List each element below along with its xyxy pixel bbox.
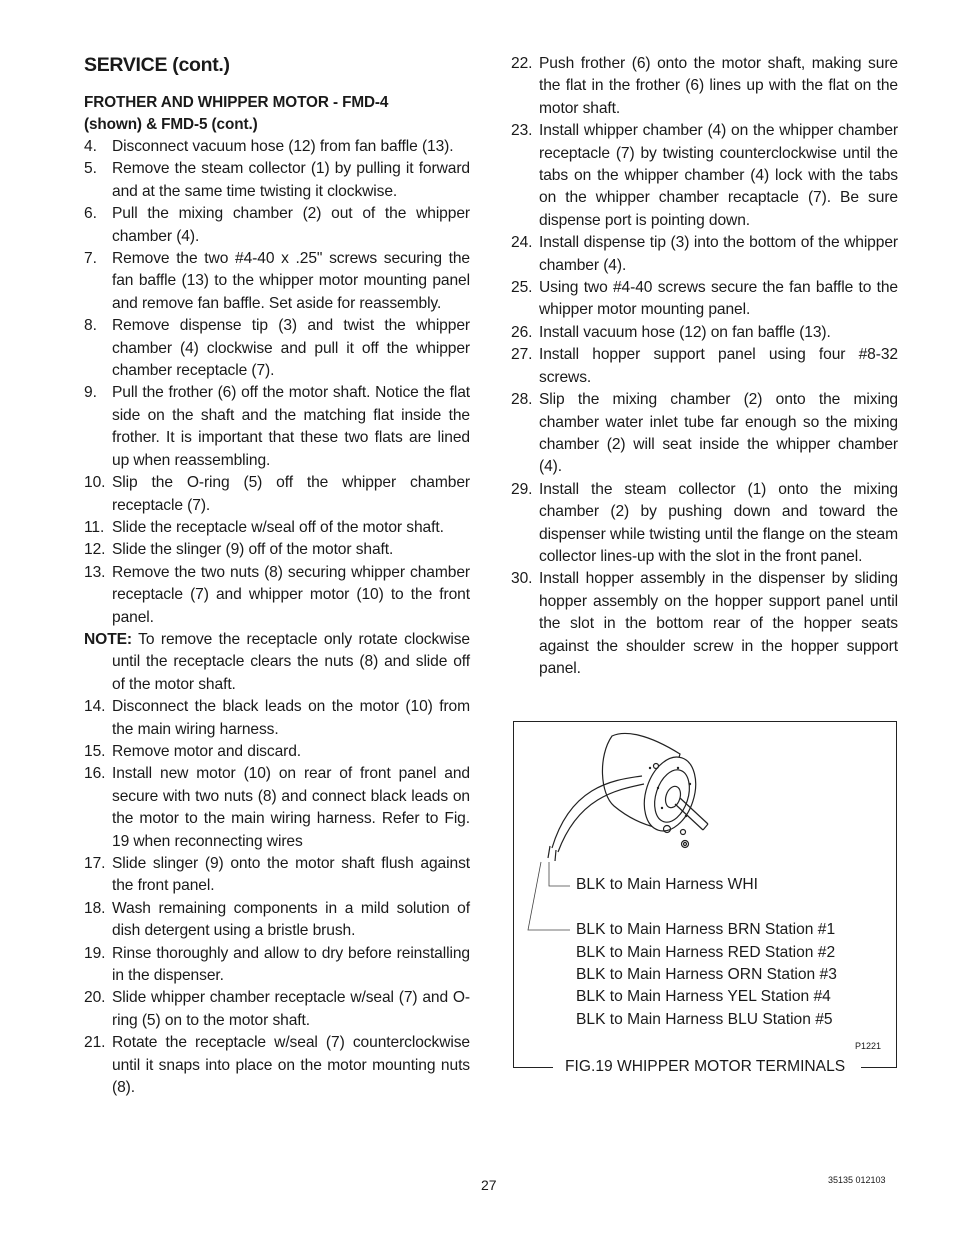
step-item (84, 741, 470, 763)
step-number: 10. (84, 474, 106, 492)
step-item (84, 763, 470, 853)
step-number: 19. (84, 944, 106, 962)
step-text: Wash remaining components in a mild solution of dish detergent using a bristle brush. (112, 899, 470, 940)
step-number: 28. (511, 391, 533, 409)
step-number: 16. (84, 765, 106, 783)
page-number: 27 (481, 1177, 497, 1193)
step-item (511, 344, 898, 389)
note (84, 629, 470, 696)
step-number: 24. (511, 234, 533, 252)
step-item (84, 315, 470, 382)
figure-code: P1221 (855, 1041, 882, 1051)
steps-list-left (84, 136, 470, 629)
step-text: Disconnect vacuum hose (12) from fan baffle (13). (112, 138, 454, 155)
step-text: Rinse thoroughly and allow to dry before reinstalling in the dispenser. (112, 944, 470, 985)
right-column (511, 53, 898, 680)
step-item (84, 853, 470, 898)
steps-list-left-continued (84, 696, 470, 1099)
step-text: Install hopper support panel using four #8-32 screws. (539, 346, 898, 386)
step-text: Remove the steam collector (1) by pulling it forward and at the same time twisting it clockwise. (112, 160, 470, 200)
step-number: 7. (84, 250, 97, 268)
step-number: 13. (84, 563, 106, 581)
step-item (84, 943, 470, 988)
steps-list-right (511, 53, 898, 680)
step-text: Slide whipper chamber receptacle w/seal (7) and O-ring (5) on to the motor shaft. (112, 989, 470, 1029)
step-number: 29. (511, 480, 533, 498)
step-number: 12. (84, 541, 106, 559)
step-text: Install whipper chamber (4) on the whipper chamber receptacle (7) by twisting counterclockwise until the tabs on the whipper chamber (4) lock with the tabs on the whipper chamber recaptacle (7). Be sure dispense port is pointing down. (539, 122, 898, 229)
step-text: Pull the mixing chamber (2) out of the whipper chamber (4). (112, 205, 470, 245)
step-item (511, 277, 898, 322)
step-item (84, 248, 470, 315)
step-text: Install new motor (10) on rear of front panel and secure with two nuts (8) and connect black leads on the motor to the main wiring harness. Refer to Fig. 19 when reconnecting wires (112, 765, 470, 850)
step-text: Remove motor and discard. (112, 742, 302, 760)
step-number: 17. (84, 855, 106, 872)
subsection-title-line2: (shown) & FMD-5 (cont.) (84, 116, 258, 133)
step-number: 5. (84, 160, 97, 178)
section-title: SERVICE (cont.) (84, 54, 230, 76)
step-item (511, 53, 898, 120)
step-number: 22. (511, 55, 533, 72)
step-number: 9. (84, 384, 97, 402)
step-item (84, 987, 470, 1032)
left-column (84, 52, 470, 1099)
step-item (84, 136, 470, 158)
document-code: 35135 012103 (828, 1175, 886, 1185)
step-number: 18. (84, 899, 106, 917)
step-item (511, 479, 898, 569)
figure-label-station-2: BLK to Main Harness RED Station #2 (576, 944, 836, 961)
step-number: 11. (84, 518, 105, 536)
figure-frame-bottom-right (861, 1067, 896, 1068)
step-text: Remove dispense tip (3) and twist the whipper chamber (4) clockwise and pull it off the whipper chamber receptacle (7). (112, 317, 470, 380)
step-text: Install the steam collector (1) onto the mixing chamber (2) by pushing down and toward the dispenser while twisting until the flange on the steam collector lines-up with the slot in the front panel. (539, 480, 898, 565)
leader-lines (520, 860, 580, 932)
figure-frame-bottom-left (513, 1067, 553, 1068)
figure-label-station-5: BLK to Main Harness BLU Station #5 (576, 1011, 833, 1028)
figure-label-whi: BLK to Main Harness WHI (576, 876, 758, 893)
step-item (84, 517, 470, 539)
step-text: Slide the slinger (9) off of the motor shaft. (112, 541, 394, 559)
step-number: 6. (84, 205, 97, 223)
step-item (84, 203, 470, 248)
step-item (511, 389, 898, 479)
step-item (84, 539, 470, 561)
figure-caption: FIG.19 WHIPPER MOTOR TERMINALS (563, 1056, 847, 1078)
step-text: Remove the two #4-40 x .25" screws securing the fan baffle (13) to the whipper motor mounting panel and remove fan baffle. Set aside for reassembly. (112, 250, 470, 312)
note-label: NOTE: (84, 630, 133, 648)
figure-label-station-4: BLK to Main Harness YEL Station #4 (576, 988, 831, 1005)
step-item (84, 696, 470, 741)
step-text: Using two #4-40 screws secure the fan baffle to the whipper motor mounting panel. (539, 279, 898, 319)
step-item (84, 1032, 470, 1099)
step-text: Pull the frother (6) off the motor shaft. Notice the flat side on the shaft and the matching flat inside the frother. It is important that these two flats are lined up when reassembling. (112, 384, 470, 469)
step-text: Slide the receptacle w/seal off of the motor shaft. (112, 518, 444, 536)
step-text: Install hopper assembly in the dispenser by sliding hopper assembly on the hopper support panel until the slot in the bottom rear of the hopper seats against the shoulder screw in the hopper support panel. (539, 570, 898, 677)
step-number: 20. (84, 989, 106, 1007)
step-number: 26. (511, 323, 533, 341)
step-item (84, 158, 470, 203)
step-text: Slide slinger (9) onto the motor shaft flush against the front panel. (112, 855, 470, 895)
step-number: 15. (84, 742, 106, 760)
step-number: 8. (84, 317, 97, 335)
step-item (84, 562, 470, 629)
step-text: Install dispense tip (3) into the bottom of the whipper chamber (4). (539, 234, 898, 274)
step-text: Install vacuum hose (12) on fan baffle (13). (539, 323, 831, 341)
step-text: Slip the O-ring (5) off the whipper chamber receptacle (7). (112, 474, 470, 514)
step-item (511, 568, 898, 680)
step-item (511, 232, 898, 277)
note-text: To remove the receptacle only rotate clockwise until the receptacle clears the nuts (8) and slide off of the motor shaft. (112, 630, 470, 693)
step-number: 30. (511, 570, 533, 588)
whipper-motor-illustration (530, 728, 730, 878)
figure-label-station-3: BLK to Main Harness ORN Station #3 (576, 966, 837, 983)
figure-label-station-1: BLK to Main Harness BRN Station #1 (576, 921, 836, 938)
step-number: 14. (84, 698, 106, 716)
step-text: Remove the two nuts (8) securing whipper chamber receptacle (7) and whipper motor (10) to the front panel. (112, 563, 470, 626)
step-item (511, 322, 898, 344)
step-number: 25. (511, 279, 533, 297)
step-text: Disconnect the black leads on the motor (10) from the main wiring harness. (112, 698, 470, 738)
step-item (84, 382, 470, 472)
step-item (511, 120, 898, 232)
step-number: 21. (84, 1034, 106, 1052)
step-text: Slip the mixing chamber (2) onto the mixing chamber water inlet tube far enough so the mixing chamber (2) will seat inside the whipper chamber (4). (539, 391, 898, 476)
step-number: 27. (511, 346, 533, 364)
step-text: Push frother (6) onto the motor shaft, making sure the flat in the frother (6) lines up with the flat on the motor shaft. (539, 55, 898, 117)
step-item (84, 472, 470, 517)
step-text: Rotate the receptacle w/seal (7) counterclockwise until it snaps into place on the motor mounting nuts (8). (112, 1034, 470, 1097)
step-number: 23. (511, 122, 533, 140)
subsection-title-line1: FROTHER AND WHIPPER MOTOR - FMD-4 (84, 94, 389, 111)
step-number: 4. (84, 138, 97, 155)
step-item (84, 898, 470, 943)
